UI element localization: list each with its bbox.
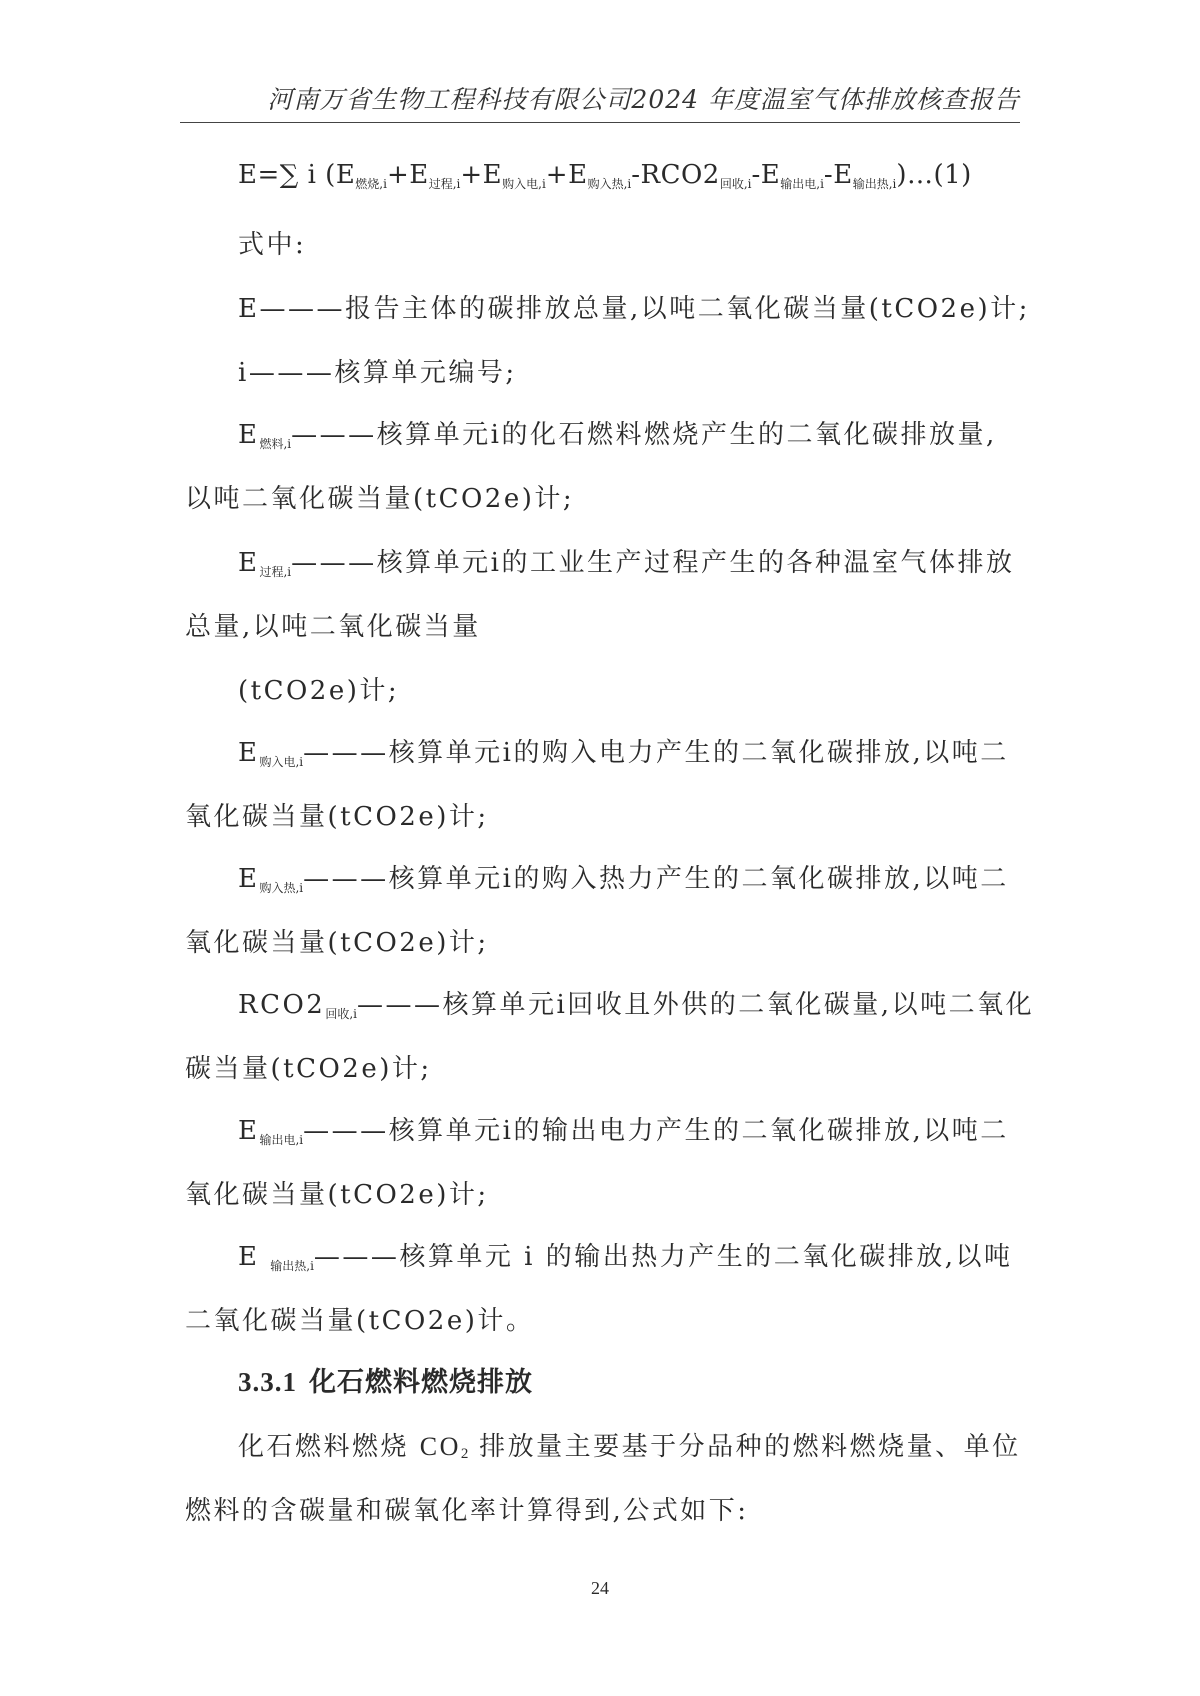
formula-part: -E	[751, 160, 781, 190]
def-heat-out-line1	[238, 1236, 1013, 1274]
where-label: 式中:	[238, 230, 307, 260]
formula-sub: 过程,i	[428, 177, 461, 191]
def-process-line2: 总量,以吨二氧化碳当量	[185, 612, 481, 642]
symbol: E	[238, 1242, 271, 1272]
def-heat-in-line2: 氧化碳当量(tCO2e)计;	[185, 928, 489, 958]
formula-1	[238, 160, 972, 192]
page-number: 24	[591, 1578, 609, 1598]
definition-text: ———核算单元i的购入热力产生的二氧化碳排放,以吨二	[303, 864, 1009, 894]
symbol: E	[238, 864, 260, 894]
def-i-unit: i———核算单元编号;	[238, 358, 517, 388]
def-elec-in-line2: 氧化碳当量(tCO2e)计;	[185, 802, 489, 832]
formula-part: +E	[386, 160, 429, 190]
def-heat-in-line1	[238, 858, 1009, 896]
body-text: 排放量主要基于分品种的燃料燃烧量、单位	[468, 1432, 1021, 1462]
symbol-sub: 输出电,i	[259, 1133, 304, 1147]
body-text: 化石燃料燃烧	[238, 1432, 420, 1462]
definition-text: ———核算单元i的化石燃料燃烧产生的二氧化碳排放量,	[291, 420, 997, 450]
formula-part: +E	[545, 160, 588, 190]
symbol: E	[238, 1116, 260, 1146]
symbol-sub: 购入热,i	[259, 881, 304, 895]
formula-part: -E	[823, 160, 853, 190]
section-heading	[238, 1360, 533, 1399]
body-line1	[238, 1426, 1021, 1463]
header-rule	[180, 122, 1020, 123]
formula-part: +E	[460, 160, 503, 190]
symbol-sub: 燃料,i	[259, 437, 292, 451]
formula-sub: 回收,i	[719, 177, 752, 191]
co2-symbol: CO	[419, 1432, 461, 1461]
symbol-sub: 输出热,i	[270, 1259, 314, 1273]
formula-sub: 输出电,i	[780, 177, 824, 191]
definition-text: ———核算单元 i 的输出热力产生的二氧化碳排放,以吨	[313, 1242, 1013, 1272]
definition-text: ———核算单元i回收且外供的二氧化碳量,以吨二氧化	[356, 990, 1035, 1020]
def-recovered-line2: 碳当量(tCO2e)计;	[185, 1054, 432, 1084]
def-fuel-line2: 以吨二氧化碳当量(tCO2e)计;	[185, 484, 575, 514]
def-elec-out-line2: 氧化碳当量(tCO2e)计;	[185, 1180, 489, 1210]
page-header: 河南万省生物工程科技有限公司2024 年度温室气体排放核查报告	[267, 85, 1020, 114]
def-recovered-line1	[238, 984, 1034, 1022]
section-title: 化石燃料燃烧排放	[309, 1367, 533, 1397]
def-heat-out-line2: 二氧化碳当量(tCO2e)计。	[185, 1306, 535, 1336]
definition-text: ———核算单元i的工业生产过程产生的各种温室气体排放	[291, 548, 1015, 578]
symbol: E	[238, 738, 260, 768]
def-process-line1	[238, 542, 1014, 580]
formula-sub: 燃烧,i	[355, 177, 387, 191]
definition-text: ———核算单元i的购入电力产生的二氧化碳排放,以吨二	[303, 738, 1009, 768]
formula-part: -RCO2	[631, 160, 720, 190]
symbol-sub: 购入电,i	[259, 755, 304, 769]
body-line2: 燃料的含碳量和碳氧化率计算得到,公式如下:	[185, 1496, 749, 1526]
symbol-sub: 过程,i	[259, 565, 292, 579]
def-e-total: E———报告主体的碳排放总量,以吨二氧化碳当量(tCO2e)计;	[238, 294, 1030, 324]
section-number: 3.3.1	[238, 1367, 297, 1397]
symbol: RCO2	[238, 990, 326, 1020]
def-elec-out-line1	[238, 1110, 1009, 1148]
symbol: E	[238, 420, 260, 450]
formula-sub: 购入电,i	[502, 177, 546, 191]
def-process-line3: (tCO2e)计;	[238, 676, 400, 706]
formula-part: E=∑ i (E	[238, 160, 356, 190]
def-elec-in-line1	[238, 732, 1009, 770]
definition-text: ———核算单元i的输出电力产生的二氧化碳排放,以吨二	[303, 1116, 1009, 1146]
symbol: E	[238, 548, 260, 578]
symbol-sub: 回收,i	[325, 1007, 357, 1021]
formula-sub: 输出热,i	[852, 177, 897, 191]
formula-part: )…(1)	[896, 160, 972, 190]
formula-sub: 购入热,i	[587, 177, 632, 191]
co2-subscript: 2	[460, 1446, 469, 1462]
def-fuel-line1	[238, 414, 997, 452]
